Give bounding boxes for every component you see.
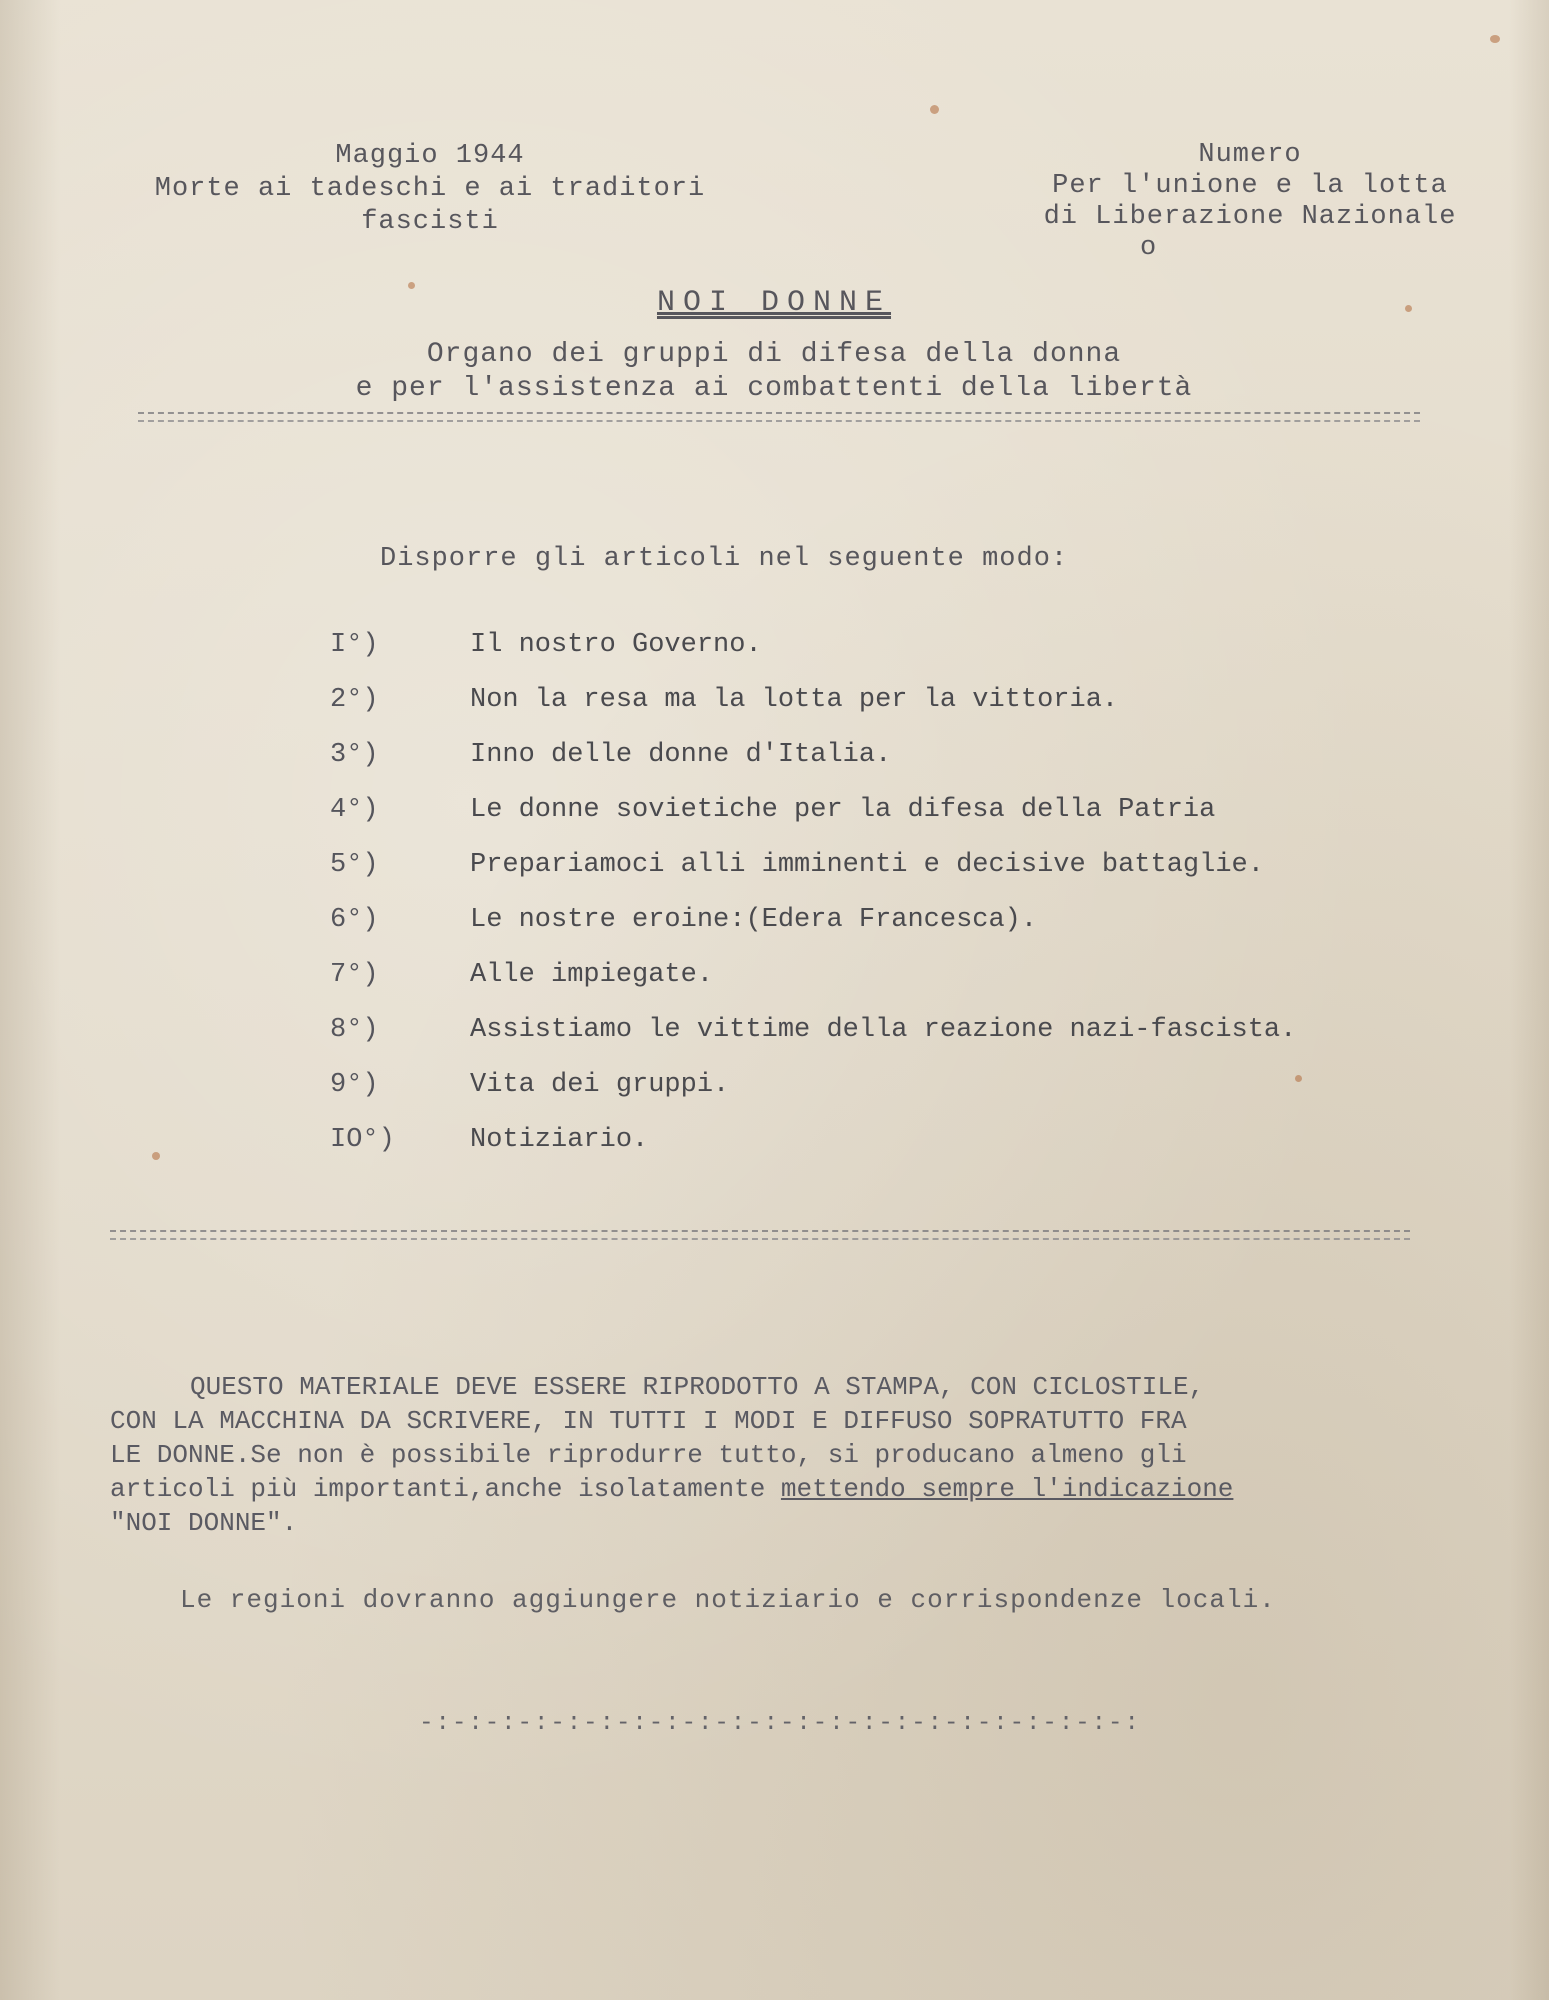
article-title: Alle impiegate. (470, 960, 714, 990)
list-item (330, 850, 1430, 905)
stain-spot (1295, 1075, 1302, 1082)
article-title: Prepariamoci alli imminenti e decisive battaglie. (470, 850, 1264, 880)
article-number: I°) (330, 630, 379, 660)
motto-line-1: Per l'unione e la lotta (1052, 171, 1448, 201)
article-title: Notiziario. (470, 1125, 649, 1155)
article-title: Vita dei gruppi. (470, 1070, 730, 1100)
note-line-4 (110, 1472, 1430, 1506)
note-line-4-underlined: mettendo sempre l'indicazione (780, 1474, 1234, 1504)
instruction-text: Disporre gli articoli nel seguente modo: (380, 544, 1069, 574)
stain-spot (930, 105, 939, 114)
note-line-3: LE DONNE.Se non è possibile riprodurre tutto, si producano almeno gli (110, 1440, 1187, 1470)
list-item (330, 905, 1430, 960)
subtitle (224, 338, 1324, 406)
list-item (330, 1125, 1430, 1180)
list-item (330, 685, 1430, 740)
note-line-1: QUESTO MATERIALE DEVE ESSERE RIPRODOTTO A STAMPA, CON CICLOSTILE, (190, 1372, 1205, 1402)
issue-date: Maggio 1944 (335, 141, 525, 171)
article-title: Inno delle donne d'Italia. (470, 740, 892, 770)
stain-spot (408, 282, 415, 289)
divider-top (138, 412, 1420, 422)
list-item (330, 1015, 1430, 1070)
note-line-2: CON LA MACCHINA DA SCRIVERE, IN TUTTI I MODI E DIFFUSO SOPRATUTTO FRA (110, 1406, 1187, 1436)
header-left (130, 140, 730, 239)
list-item (330, 960, 1430, 1015)
list-item (330, 795, 1430, 850)
stain-spot (1490, 35, 1500, 43)
article-number: 7°) (330, 960, 379, 990)
stain-spot (152, 1152, 160, 1160)
subtitle-line-2: e per l'assistenza ai combattenti della libertà (355, 373, 1193, 404)
list-item (330, 630, 1430, 685)
stain-spot (1405, 305, 1412, 312)
article-number: 5°) (330, 850, 379, 880)
page-title: NOI DONNE (656, 286, 892, 320)
article-title: Assistiamo le vittime della reazione nazi-fascista. (470, 1015, 1297, 1045)
reproduction-note (110, 1370, 1430, 1540)
article-number: 3°) (330, 740, 379, 770)
article-number: 9°) (330, 1070, 379, 1100)
header-right (1030, 140, 1470, 264)
subtitle-line-1: Organo dei gruppi di difesa della donna (426, 339, 1122, 370)
article-list (330, 630, 1430, 1180)
note-line-4-start: articoli più importanti,anche isolatamente (110, 1474, 781, 1504)
header-mark: o (1140, 233, 1158, 263)
article-title: Il nostro Governo. (470, 630, 762, 660)
issue-number-label: Numero (1198, 140, 1302, 170)
list-item (330, 740, 1430, 795)
article-number: IO°) (330, 1125, 395, 1155)
regions-note: Le regioni dovranno aggiungere notiziario e corrispondenze locali. (180, 1585, 1276, 1615)
article-title: Non la resa ma la lotta per la vittoria. (470, 685, 1119, 715)
slogan-line-1: Morte ai tadeschi e ai traditori (154, 174, 706, 204)
article-number: 6°) (330, 905, 379, 935)
article-number: 8°) (330, 1015, 379, 1045)
article-number: 2°) (330, 685, 379, 715)
article-title: Le donne sovietiche per la difesa della Patria (470, 795, 1216, 825)
divider-bottom (110, 1230, 1410, 1240)
motto-line-2: di Liberazione Nazionale (1043, 202, 1457, 232)
closing-ornament: -:-:-:-:-:-:-:-:-:-:-:-:-:-:-:-:-:-:-:-:-:-: (419, 1710, 1141, 1737)
article-title: Le nostre eroine:(Edera Francesca). (470, 905, 1038, 935)
note-line-5: "NOI DONNE". (110, 1508, 298, 1538)
list-item (330, 1070, 1430, 1125)
slogan-line-2: fascisti (361, 207, 499, 237)
article-number: 4°) (330, 795, 379, 825)
